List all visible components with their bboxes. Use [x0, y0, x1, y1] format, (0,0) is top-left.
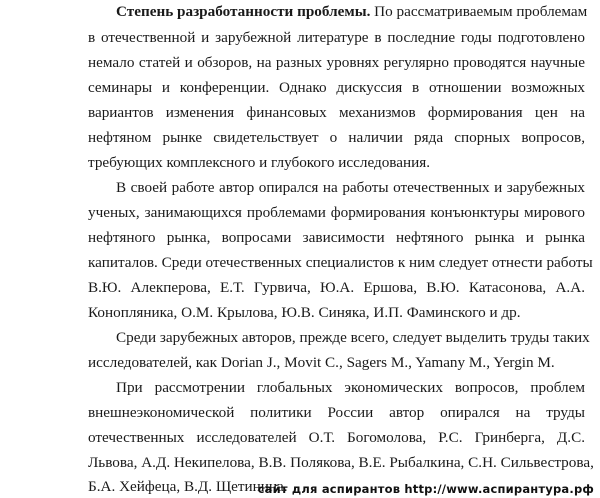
- paragraph-2-line-1: В своей работе автор опирался на работы отечественных и зарубежных: [116, 179, 585, 196]
- paragraph-1-line-3: немало статей и обзоров, на разных уровнях регулярно проводятся научные: [88, 54, 585, 71]
- section-lead-heading: Степень разработанности проблемы.: [116, 3, 371, 20]
- paragraph-1-line-1: [116, 2, 588, 22]
- paragraph-1-line-4: семинары и конференции. Однако дискуссия в отношении возможных: [88, 79, 585, 96]
- paragraph-1-line-5: вариантов изменения финансовых механизмов формирования цен на: [88, 104, 585, 121]
- paragraph-1-line-7: требующих комплексного и глубокого исследования.: [88, 154, 431, 171]
- paragraph-4-line-5: Б.А. Хейфеца, В.Д. Щетинина.: [88, 478, 288, 495]
- paragraph-2-line-5: В.Ю. Алекперова, Е.Т. Гурвича, Ю.А. Ершова, В.Ю. Катасонова, А.А.: [88, 279, 585, 296]
- paragraph-2-line-3: нефтяного рынка, вопросами зависимости нефтяного рынка и рынка: [88, 229, 585, 246]
- paragraph-4-line-4: Львова, А.Д. Некипелова, В.В. Полякова, В.Е. Рыбалкина, С.Н. Сильвестрова,: [88, 454, 594, 471]
- paragraph-2-line-6: Конопляника, О.М. Крылова, Ю.В. Синяка, И.П. Фаминского и др.: [88, 304, 521, 321]
- paragraph-1-line-6: нефтяном рынке свидетельствует о наличии ряда спорных вопросов,: [88, 129, 585, 146]
- paragraph-4-line-3: отечественных исследователей О.Т. Богомолова, Р.С. Гринберга, Д.С.: [88, 429, 585, 446]
- paragraph-1-line-1-text: По рассматриваемым проблемам: [374, 3, 588, 20]
- site-watermark: сайт для аспирантов http://www.аспирантура.рф: [257, 482, 594, 496]
- paragraph-4-line-2: внешнеэкономической политики России автор опирался на труды: [88, 404, 585, 421]
- paragraph-3-line-2: исследователей, как Dorian J., Movit C., Sagers M., Yamany M., Yergin M.: [88, 354, 555, 371]
- paragraph-2-line-2: ученых, занимающихся проблемами формирования конъюнктуры мирового: [88, 204, 585, 221]
- paragraph-4-line-1: При рассмотрении глобальных экономических вопросов, проблем: [116, 379, 585, 396]
- paragraph-2-line-4: капиталов. Среди отечественных специалистов к ним следует отнести работы: [88, 254, 593, 271]
- paragraph-1-line-2: в отечественной и зарубежной литературе в последние годы подготовлено: [88, 29, 585, 46]
- paragraph-3-line-1: Среди зарубежных авторов, прежде всего, следует выделить труды таких: [116, 329, 590, 346]
